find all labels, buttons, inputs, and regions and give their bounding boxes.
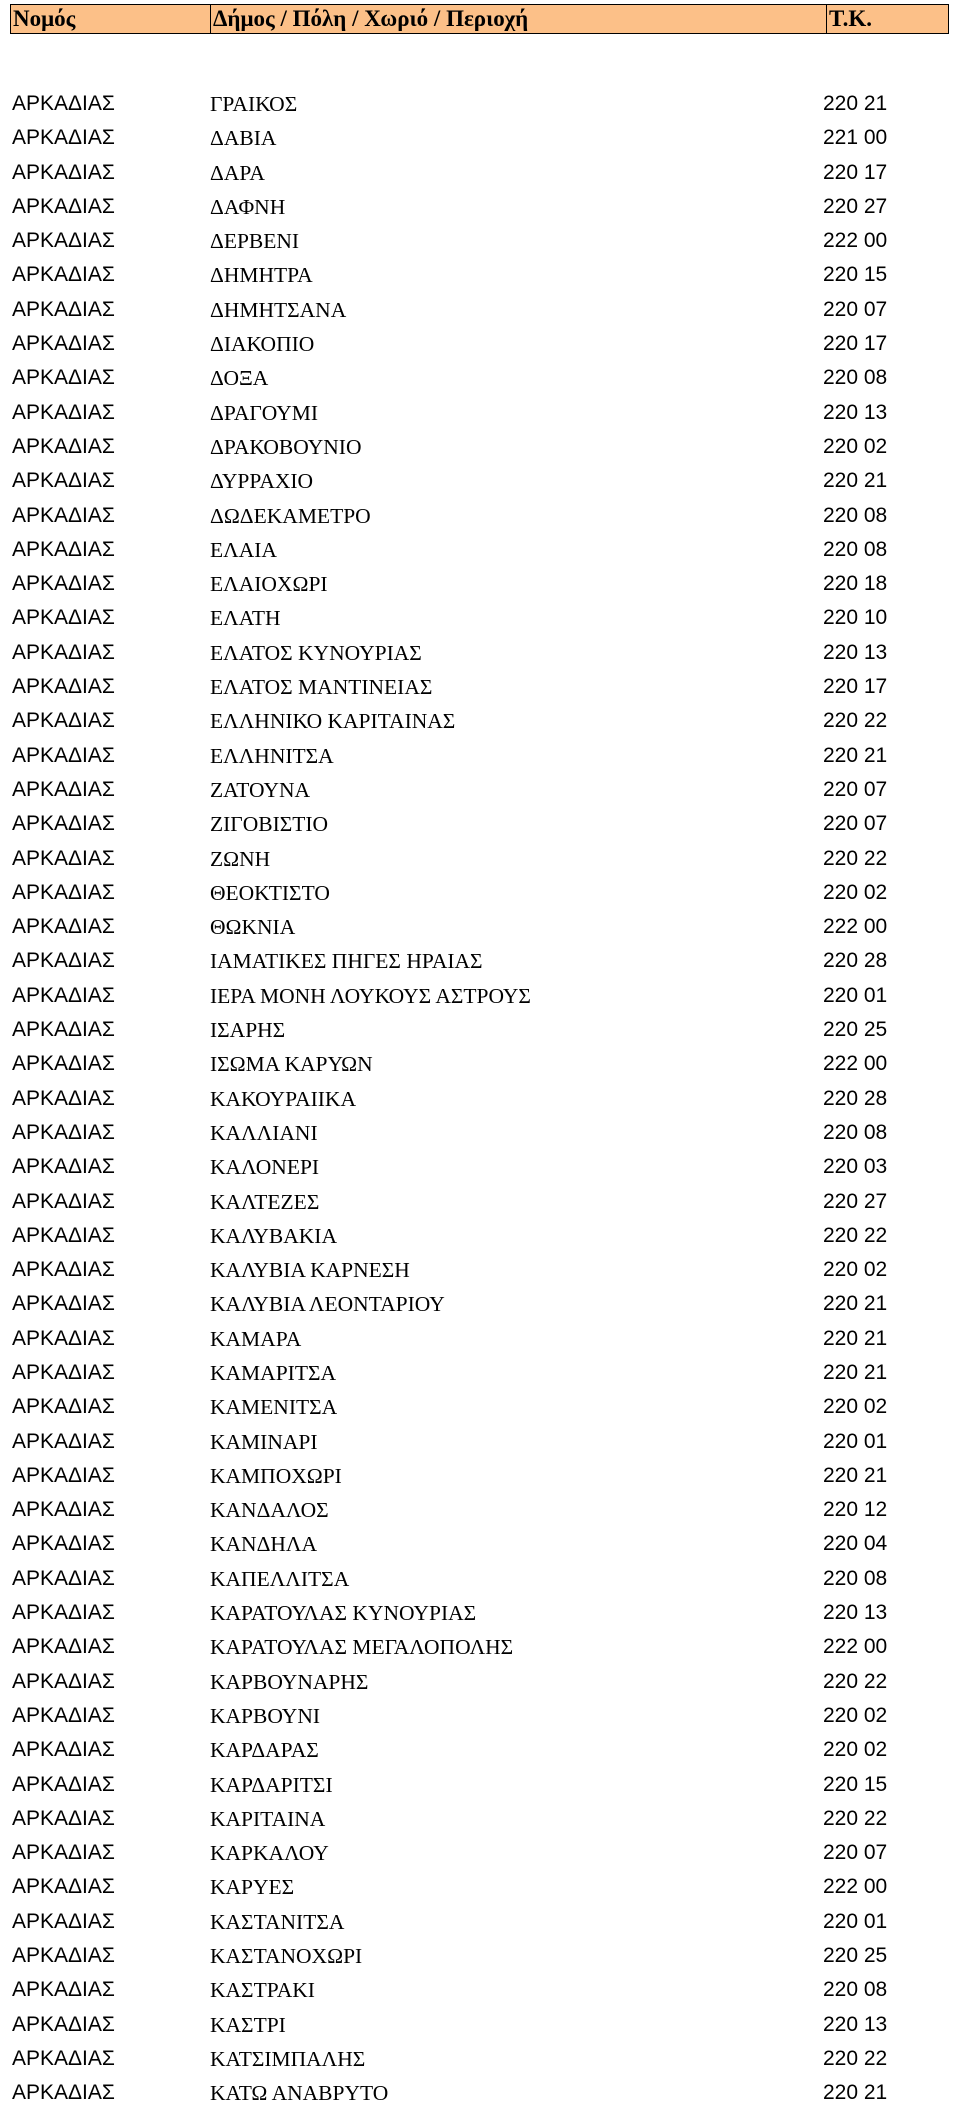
table-row bbox=[0, 1082, 960, 1116]
postal-code-cell: 220 17 bbox=[823, 160, 888, 184]
table-row bbox=[0, 1219, 960, 1253]
postal-code-cell: 220 22 bbox=[823, 2046, 888, 2070]
dimos-cell: ΚΑΡΥΕΣ bbox=[210, 1875, 295, 1900]
postal-code-cell: 220 02 bbox=[823, 1258, 888, 1282]
nomos-cell: ΑΡΚΑΔΙΑΣ bbox=[12, 846, 115, 870]
postal-code-cell: 220 07 bbox=[823, 777, 888, 801]
nomos-cell: ΑΡΚΑΔΙΑΣ bbox=[12, 675, 115, 699]
table-row bbox=[0, 224, 960, 258]
table-row bbox=[0, 910, 960, 944]
nomos-cell: ΑΡΚΑΔΙΑΣ bbox=[12, 1018, 115, 1042]
postal-code-cell: 220 22 bbox=[823, 709, 888, 733]
table-row bbox=[0, 1630, 960, 1664]
postal-code-cell: 220 13 bbox=[823, 2012, 888, 2036]
table-row bbox=[0, 567, 960, 601]
dimos-cell: ΚΑΛΥΒΙΑ ΚΑΡΝΕΣΗ bbox=[210, 1258, 410, 1283]
table-row bbox=[0, 1459, 960, 1493]
postal-code-cell: 220 21 bbox=[823, 1292, 888, 1316]
nomos-cell: ΑΡΚΑΔΙΑΣ bbox=[12, 2046, 115, 2070]
table-row bbox=[0, 1768, 960, 1802]
table-row bbox=[0, 121, 960, 155]
nomos-cell: ΑΡΚΑΔΙΑΣ bbox=[12, 469, 115, 493]
postal-code-cell: 220 21 bbox=[823, 92, 888, 115]
nomos-cell: ΑΡΚΑΔΙΑΣ bbox=[12, 1052, 115, 1076]
dimos-cell: ΚΑΝΔΗΛΑ bbox=[210, 1532, 318, 1557]
table-row bbox=[0, 1870, 960, 1904]
dimos-cell: ΔΑΒΙΑ bbox=[210, 126, 277, 151]
dimos-cell: ΕΛΑΤΗ bbox=[210, 606, 281, 631]
dimos-cell: ΚΑΝΔΑΛΟΣ bbox=[210, 1498, 329, 1523]
table-row bbox=[0, 1939, 960, 1973]
table-header bbox=[10, 4, 949, 34]
postal-code-cell: 220 21 bbox=[823, 2081, 888, 2105]
nomos-cell: ΑΡΚΑΔΙΑΣ bbox=[12, 572, 115, 596]
nomos-cell: ΑΡΚΑΔΙΑΣ bbox=[12, 1566, 115, 1590]
table-row bbox=[0, 1699, 960, 1733]
nomos-cell: ΑΡΚΑΔΙΑΣ bbox=[12, 1601, 115, 1625]
dimos-cell: ΕΛΛΗΝΙΚΟ ΚΑΡΙΤΑΙΝΑΣ bbox=[210, 709, 456, 734]
postal-code-cell: 220 13 bbox=[823, 640, 888, 664]
postal-code-cell: 220 02 bbox=[823, 434, 888, 458]
postal-code-cell: 220 15 bbox=[823, 263, 888, 287]
table-row bbox=[0, 1973, 960, 2007]
postal-code-cell: 220 21 bbox=[823, 743, 888, 767]
nomos-cell: ΑΡΚΑΔΙΑΣ bbox=[12, 1669, 115, 1693]
nomos-cell: ΑΡΚΑΔΙΑΣ bbox=[12, 1155, 115, 1179]
table-row bbox=[0, 944, 960, 978]
table-row bbox=[0, 1150, 960, 1184]
nomos-cell: ΑΡΚΑΔΙΑΣ bbox=[12, 1841, 115, 1865]
dimos-cell: ΚΑΛΤΕΖΕΣ bbox=[210, 1189, 320, 1214]
dimos-cell: ΚΑΣΤΡΑΚΙ bbox=[210, 1978, 315, 2003]
table-row bbox=[0, 1390, 960, 1424]
postal-code-cell: 222 00 bbox=[823, 1635, 888, 1659]
dimos-cell: ΘΩΚΝΙΑ bbox=[210, 915, 296, 940]
postal-code-cell: 220 04 bbox=[823, 1532, 888, 1556]
table-row bbox=[0, 1047, 960, 1081]
nomos-cell: ΑΡΚΑΔΙΑΣ bbox=[12, 1326, 115, 1350]
dimos-cell: ΔΥΡΡΑΧΙΟ bbox=[210, 469, 314, 494]
table-row bbox=[0, 533, 960, 567]
nomos-cell: ΑΡΚΑΔΙΑΣ bbox=[12, 126, 115, 150]
nomos-cell: ΑΡΚΑΔΙΑΣ bbox=[12, 743, 115, 767]
nomos-cell: ΑΡΚΑΔΙΑΣ bbox=[12, 1909, 115, 1933]
postal-code-cell: 222 00 bbox=[823, 1875, 888, 1899]
dimos-cell: ΓΡΑΙΚΟΣ bbox=[210, 92, 298, 116]
dimos-cell: ΘΕΟΚΤΙΣΤΟ bbox=[210, 880, 330, 905]
table-row bbox=[0, 1562, 960, 1596]
dimos-cell: ΔΗΜΗΤΣΑΝΑ bbox=[210, 297, 347, 322]
nomos-cell: ΑΡΚΑΔΙΑΣ bbox=[12, 1395, 115, 1419]
postal-code-cell: 220 01 bbox=[823, 1909, 888, 1933]
postal-code-cell: 220 08 bbox=[823, 1120, 888, 1144]
postal-code-cell: 220 02 bbox=[823, 1395, 888, 1419]
dimos-cell: ΕΛΛΗΝΙΤΣΑ bbox=[210, 743, 334, 768]
table-row bbox=[0, 361, 960, 395]
table-row bbox=[0, 1185, 960, 1219]
postal-code-cell: 220 21 bbox=[823, 1326, 888, 1350]
nomos-cell: ΑΡΚΑΔΙΑΣ bbox=[12, 983, 115, 1007]
dimos-cell: ΖΙΓΟΒΙΣΤΙΟ bbox=[210, 812, 329, 837]
nomos-cell: ΑΡΚΑΔΙΑΣ bbox=[12, 1772, 115, 1796]
dimos-cell: ΖΩΝΗ bbox=[210, 846, 271, 871]
nomos-cell: ΑΡΚΑΔΙΑΣ bbox=[12, 1258, 115, 1282]
nomos-cell: ΑΡΚΑΔΙΑΣ bbox=[12, 1360, 115, 1384]
header-tk: Τ.Κ. bbox=[826, 5, 948, 33]
table-row bbox=[0, 670, 960, 704]
postal-code-cell: 220 22 bbox=[823, 1669, 888, 1693]
postal-code-cell: 220 27 bbox=[823, 1189, 888, 1213]
nomos-cell: ΑΡΚΑΔΙΑΣ bbox=[12, 709, 115, 733]
postal-code-cell: 220 25 bbox=[823, 1944, 888, 1968]
table-row bbox=[0, 1905, 960, 1939]
nomos-cell: ΑΡΚΑΔΙΑΣ bbox=[12, 332, 115, 356]
table-row bbox=[0, 1322, 960, 1356]
table-row bbox=[0, 876, 960, 910]
nomos-cell: ΑΡΚΑΔΙΑΣ bbox=[12, 263, 115, 287]
dimos-cell: ΔΗΜΗΤΡΑ bbox=[210, 263, 313, 288]
nomos-cell: ΑΡΚΑΔΙΑΣ bbox=[12, 1875, 115, 1899]
table-row bbox=[0, 979, 960, 1013]
table-row bbox=[0, 1802, 960, 1836]
nomos-cell: ΑΡΚΑΔΙΑΣ bbox=[12, 1978, 115, 2002]
dimos-cell: ΚΑΣΤΡΙ bbox=[210, 2012, 286, 2037]
postal-code-cell: 220 08 bbox=[823, 1978, 888, 2002]
table-row bbox=[0, 1733, 960, 1767]
dimos-cell: ΕΛΑΤΟΣ ΚΥΝΟΥΡΙΑΣ bbox=[210, 640, 422, 665]
table-body bbox=[0, 87, 960, 2111]
dimos-cell: ΚΑΡΔΑΡΑΣ bbox=[210, 1738, 319, 1763]
header-nomos: Νομός bbox=[13, 6, 76, 31]
postal-code-cell: 220 25 bbox=[823, 1018, 888, 1042]
nomos-cell: ΑΡΚΑΔΙΑΣ bbox=[12, 1806, 115, 1830]
nomos-cell: ΑΡΚΑΔΙΑΣ bbox=[12, 2081, 115, 2105]
postal-code-cell: 220 17 bbox=[823, 675, 888, 699]
dimos-cell: ΚΑΡΑΤΟΥΛΑΣ ΚΥΝΟΥΡΙΑΣ bbox=[210, 1601, 477, 1626]
dimos-cell: ΚΑΜΑΡΑ bbox=[210, 1326, 302, 1351]
table-row bbox=[0, 156, 960, 190]
nomos-cell: ΑΡΚΑΔΙΑΣ bbox=[12, 640, 115, 664]
postal-code-cell: 222 00 bbox=[823, 915, 888, 939]
postal-code-cell: 220 22 bbox=[823, 1806, 888, 1830]
table-row bbox=[0, 1596, 960, 1630]
postal-code-cell: 220 27 bbox=[823, 194, 888, 218]
nomos-cell: ΑΡΚΑΔΙΑΣ bbox=[12, 366, 115, 390]
table-row bbox=[0, 636, 960, 670]
postal-code-cell: 220 08 bbox=[823, 366, 888, 390]
table-row bbox=[0, 2042, 960, 2076]
nomos-cell: ΑΡΚΑΔΙΑΣ bbox=[12, 1292, 115, 1316]
nomos-cell: ΑΡΚΑΔΙΑΣ bbox=[12, 194, 115, 218]
dimos-cell: ΔΑΡΑ bbox=[210, 160, 265, 185]
dimos-cell: ΚΑΚΟΥΡΑΙΙΚΑ bbox=[210, 1086, 356, 1111]
nomos-cell: ΑΡΚΑΔΙΑΣ bbox=[12, 537, 115, 561]
dimos-cell: ΔΡΑΓΟΥΜΙ bbox=[210, 400, 319, 425]
nomos-cell: ΑΡΚΑΔΙΑΣ bbox=[12, 1532, 115, 1556]
dimos-cell: ΙΕΡΑ ΜΟΝΗ ΛΟΥΚΟΥΣ ΑΣΤΡΟΥΣ bbox=[210, 983, 531, 1008]
nomos-cell: ΑΡΚΑΔΙΑΣ bbox=[12, 1086, 115, 1110]
dimos-cell: ΙΣΩΜΑ ΚΑΡΥΩΝ bbox=[210, 1052, 373, 1077]
table-row bbox=[0, 1287, 960, 1321]
nomos-cell: ΑΡΚΑΔΙΑΣ bbox=[12, 1944, 115, 1968]
postal-code-cell: 220 17 bbox=[823, 332, 888, 356]
nomos-cell: ΑΡΚΑΔΙΑΣ bbox=[12, 400, 115, 424]
nomos-cell: ΑΡΚΑΔΙΑΣ bbox=[12, 949, 115, 973]
postal-code-cell: 220 12 bbox=[823, 1498, 888, 1522]
dimos-cell: ΖΑΤΟΥΝΑ bbox=[210, 777, 311, 802]
postal-code-cell: 220 15 bbox=[823, 1772, 888, 1796]
table-row bbox=[0, 1527, 960, 1561]
postal-code-cell: 220 07 bbox=[823, 1841, 888, 1865]
postal-code-cell: 220 18 bbox=[823, 572, 888, 596]
nomos-cell: ΑΡΚΑΔΙΑΣ bbox=[12, 880, 115, 904]
table-row bbox=[0, 1425, 960, 1459]
dimos-cell: ΕΛΑΙΑ bbox=[210, 537, 277, 562]
postal-code-cell: 220 08 bbox=[823, 503, 888, 527]
dimos-cell: ΚΑΜΙΝΑΡΙ bbox=[210, 1429, 318, 1454]
table-row bbox=[0, 190, 960, 224]
dimos-cell: ΚΑΡΒΟΥΝΙ bbox=[210, 1703, 321, 1728]
postal-code-cell: 220 21 bbox=[823, 1360, 888, 1384]
nomos-cell: ΑΡΚΑΔΙΑΣ bbox=[12, 434, 115, 458]
dimos-cell: ΚΑΤΩ ΑΝΑΒΡΥΤΟ bbox=[210, 2081, 389, 2106]
table-row bbox=[0, 739, 960, 773]
dimos-cell: ΚΑΜΠΟΧΩΡΙ bbox=[210, 1463, 342, 1488]
table-row bbox=[0, 1013, 960, 1047]
nomos-cell: ΑΡΚΑΔΙΑΣ bbox=[12, 915, 115, 939]
dimos-cell: ΚΑΣΤΑΝΙΤΣΑ bbox=[210, 1909, 345, 1934]
postal-code-cell: 220 10 bbox=[823, 606, 888, 630]
table-row bbox=[0, 2008, 960, 2042]
dimos-cell: ΚΑΛΛΙΑΝΙ bbox=[210, 1120, 318, 1145]
dimos-cell: ΚΑΤΣΙΜΠΑΛΗΣ bbox=[210, 2046, 366, 2071]
dimos-cell: ΚΑΜΕΝΙΤΣΑ bbox=[210, 1395, 338, 1420]
nomos-cell: ΑΡΚΑΔΙΑΣ bbox=[12, 777, 115, 801]
postal-code-cell: 220 08 bbox=[823, 1566, 888, 1590]
dimos-cell: ΚΑΛΟΝΕΡΙ bbox=[210, 1155, 320, 1180]
table-row bbox=[0, 1836, 960, 1870]
header-dimos: Δήμος / Πόλη / Χωριό / Περιοχή bbox=[210, 5, 826, 33]
table-row bbox=[0, 87, 960, 121]
dimos-cell: ΚΑΛΥΒΑΚΙΑ bbox=[210, 1223, 337, 1248]
nomos-cell: ΑΡΚΑΔΙΑΣ bbox=[12, 1738, 115, 1762]
postal-code-cell: 220 28 bbox=[823, 949, 888, 973]
dimos-cell: ΔΙΑΚΟΠΙΟ bbox=[210, 332, 315, 357]
postal-code-cell: 220 07 bbox=[823, 297, 888, 321]
postal-code-cell: 220 02 bbox=[823, 880, 888, 904]
table-row bbox=[0, 499, 960, 533]
postal-code-cell: 220 01 bbox=[823, 1429, 888, 1453]
dimos-cell: ΔΩΔΕΚΑΜΕΤΡΟ bbox=[210, 503, 371, 528]
nomos-cell: ΑΡΚΑΔΙΑΣ bbox=[12, 229, 115, 253]
dimos-cell: ΚΑΜΑΡΙΤΣΑ bbox=[210, 1360, 336, 1385]
dimos-cell: ΙΑΜΑΤΙΚΕΣ ΠΗΓΕΣ ΗΡΑΙΑΣ bbox=[210, 949, 483, 974]
table-row bbox=[0, 430, 960, 464]
postal-code-cell: 220 03 bbox=[823, 1155, 888, 1179]
postal-code-cell: 221 00 bbox=[823, 126, 888, 150]
table-row bbox=[0, 842, 960, 876]
postal-code-cell: 222 00 bbox=[823, 1052, 888, 1076]
dimos-cell: ΔΑΦΝΗ bbox=[210, 194, 286, 219]
postal-code-cell: 220 01 bbox=[823, 983, 888, 1007]
postal-code-cell: 222 00 bbox=[823, 229, 888, 253]
nomos-cell: ΑΡΚΑΔΙΑΣ bbox=[12, 1120, 115, 1144]
table-row bbox=[0, 1116, 960, 1150]
table-row bbox=[0, 258, 960, 292]
table-row bbox=[0, 464, 960, 498]
dimos-cell: ΚΑΡΔΑΡΙΤΣΙ bbox=[210, 1772, 333, 1797]
nomos-cell: ΑΡΚΑΔΙΑΣ bbox=[12, 160, 115, 184]
postal-code-cell: 220 02 bbox=[823, 1703, 888, 1727]
dimos-cell: ΚΑΡΚΑΛΟΥ bbox=[210, 1841, 329, 1866]
postal-code-cell: 220 28 bbox=[823, 1086, 888, 1110]
table-row bbox=[0, 704, 960, 738]
nomos-cell: ΑΡΚΑΔΙΑΣ bbox=[12, 2012, 115, 2036]
table-row bbox=[0, 1493, 960, 1527]
table-row bbox=[0, 327, 960, 361]
nomos-cell: ΑΡΚΑΔΙΑΣ bbox=[12, 1703, 115, 1727]
table-row bbox=[0, 2076, 960, 2110]
nomos-cell: ΑΡΚΑΔΙΑΣ bbox=[12, 1189, 115, 1213]
nomos-cell: ΑΡΚΑΔΙΑΣ bbox=[12, 1635, 115, 1659]
nomos-cell: ΑΡΚΑΔΙΑΣ bbox=[12, 92, 115, 115]
nomos-cell: ΑΡΚΑΔΙΑΣ bbox=[12, 297, 115, 321]
postal-code-cell: 220 07 bbox=[823, 812, 888, 836]
postal-code-cell: 220 21 bbox=[823, 469, 888, 493]
dimos-cell: ΚΑΣΤΑΝΟΧΩΡΙ bbox=[210, 1944, 363, 1969]
nomos-cell: ΑΡΚΑΔΙΑΣ bbox=[12, 1498, 115, 1522]
dimos-cell: ΔΟΞΑ bbox=[210, 366, 269, 391]
table-row bbox=[0, 601, 960, 635]
dimos-cell: ΚΑΛΥΒΙΑ ΛΕΟΝΤΑΡΙΟΥ bbox=[210, 1292, 445, 1317]
dimos-cell: ΔΕΡΒΕΝΙ bbox=[210, 229, 300, 254]
table-row bbox=[0, 1665, 960, 1699]
dimos-cell: ΙΣΑΡΗΣ bbox=[210, 1018, 286, 1043]
table-row bbox=[0, 773, 960, 807]
nomos-cell: ΑΡΚΑΔΙΑΣ bbox=[12, 1223, 115, 1247]
table-row bbox=[0, 293, 960, 327]
table-row bbox=[0, 396, 960, 430]
table-row bbox=[0, 1253, 960, 1287]
postal-code-cell: 220 13 bbox=[823, 1601, 888, 1625]
table-row bbox=[0, 807, 960, 841]
postal-code-cell: 220 08 bbox=[823, 537, 888, 561]
dimos-cell: ΕΛΑΙΟΧΩΡΙ bbox=[210, 572, 328, 597]
nomos-cell: ΑΡΚΑΔΙΑΣ bbox=[12, 503, 115, 527]
postal-code-cell: 220 21 bbox=[823, 1463, 888, 1487]
dimos-cell: ΕΛΑΤΟΣ ΜΑΝΤΙΝΕΙΑΣ bbox=[210, 675, 433, 700]
nomos-cell: ΑΡΚΑΔΙΑΣ bbox=[12, 1429, 115, 1453]
nomos-cell: ΑΡΚΑΔΙΑΣ bbox=[12, 606, 115, 630]
postal-code-cell: 220 22 bbox=[823, 846, 888, 870]
postal-code-cell: 220 22 bbox=[823, 1223, 888, 1247]
dimos-cell: ΔΡΑΚΟΒΟΥΝΙΟ bbox=[210, 434, 362, 459]
nomos-cell: ΑΡΚΑΔΙΑΣ bbox=[12, 1463, 115, 1487]
table-row bbox=[0, 1356, 960, 1390]
dimos-cell: ΚΑΠΕΛΛΙΤΣΑ bbox=[210, 1566, 350, 1591]
nomos-cell: ΑΡΚΑΔΙΑΣ bbox=[12, 812, 115, 836]
dimos-cell: ΚΑΡΙΤΑΙΝΑ bbox=[210, 1806, 326, 1831]
postal-code-cell: 220 02 bbox=[823, 1738, 888, 1762]
dimos-cell: ΚΑΡΑΤΟΥΛΑΣ ΜΕΓΑΛΟΠΟΛΗΣ bbox=[210, 1635, 514, 1660]
dimos-cell: ΚΑΡΒΟΥΝΑΡΗΣ bbox=[210, 1669, 369, 1694]
postal-code-cell: 220 13 bbox=[823, 400, 888, 424]
